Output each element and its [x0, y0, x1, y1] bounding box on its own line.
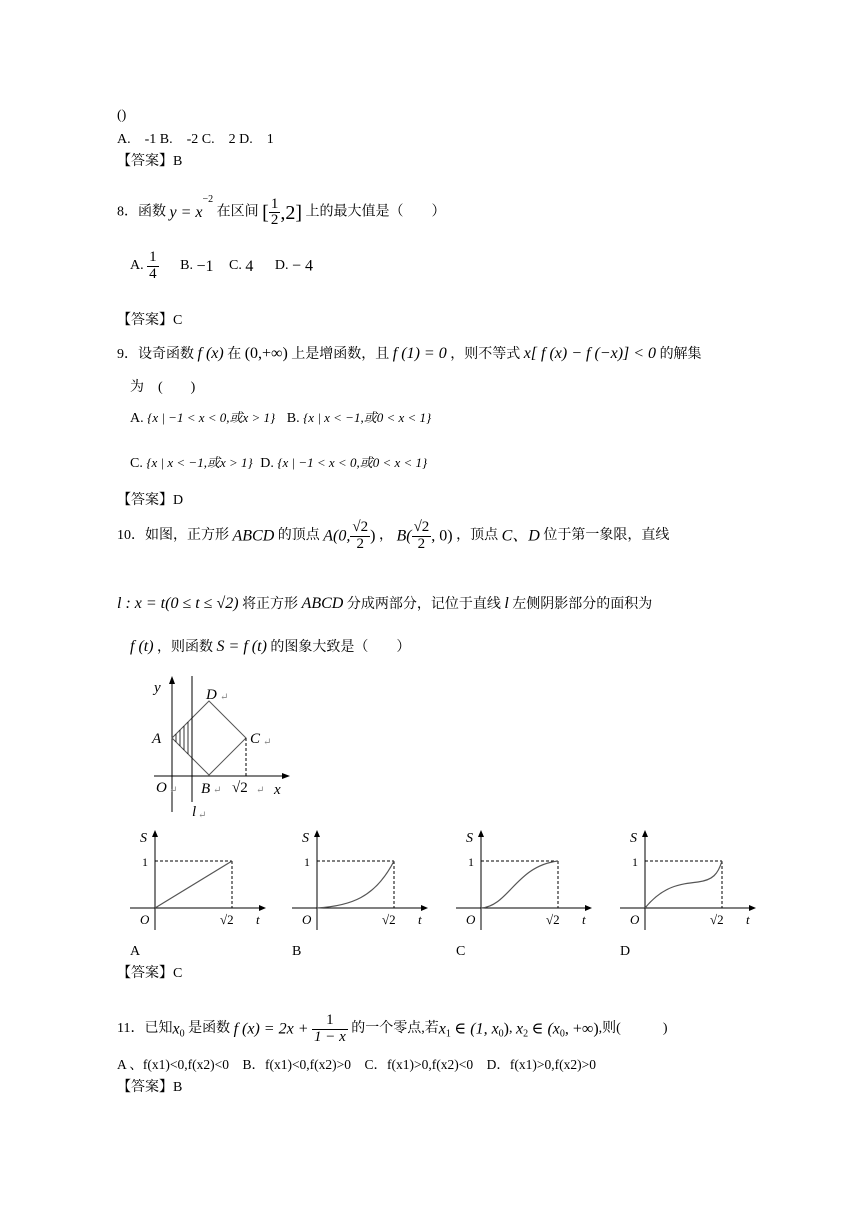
q9-cond: f (1) = 0: [392, 345, 447, 362]
q10-suffix3: 的图象大致是（ ）: [270, 640, 411, 655]
graph-label-o: O: [140, 912, 150, 927]
q10-B-post: , 0): [431, 527, 453, 545]
q10-mid2: ，顶点: [456, 527, 499, 543]
q10-A-frac: [350, 520, 370, 553]
q9-fx: f (x): [197, 345, 224, 362]
fig-y-arrow: [169, 676, 175, 684]
option-graph-c: [454, 826, 599, 936]
q9-line2: 为 ( ): [130, 380, 196, 395]
option-graph-label-d: D: [620, 944, 631, 959]
q9-suffix: 的解集: [659, 347, 702, 362]
q11-stem: [117, 1013, 667, 1046]
q9-optB-label: B.: [286, 411, 300, 426]
q11-x2-range-sub: 0: [559, 1028, 565, 1040]
q8-optB-label: B.: [180, 257, 193, 273]
q10-mid3: 将正方形: [242, 597, 299, 612]
q11-frac: [312, 1013, 348, 1046]
fig-label-y: y: [154, 680, 161, 696]
square-figure: [140, 672, 320, 822]
q11-suffix: ,则( ): [598, 1020, 668, 1036]
fig-mark-C: ↵: [263, 737, 272, 748]
fig-mark-D: ↵: [220, 692, 229, 703]
q10-answer: 【答案】C: [117, 966, 183, 981]
q10-stem-line1: [117, 520, 669, 553]
graph-label-s: S: [466, 831, 473, 846]
option-graph-b: [290, 826, 435, 936]
q8-int-num: 1: [270, 195, 279, 212]
q8-optD-val: − 4: [291, 257, 313, 275]
q11-x1: x: [438, 1020, 446, 1038]
fig-shading: [176, 722, 188, 754]
fig-label-x: x: [274, 782, 281, 798]
q9-mid3: ，则不等式: [450, 347, 521, 362]
option-graph-label-c: C: [456, 944, 466, 959]
graph-y-arrow: [152, 830, 158, 837]
graph-label-one: 1: [142, 855, 148, 869]
q11-x1-close: ): [503, 1020, 509, 1038]
graph-label-s: S: [302, 831, 309, 846]
q10-sft: S = f (t): [216, 638, 267, 655]
q10-prefix: 10．如图，正方形: [117, 527, 229, 543]
q8-optB-val: −1: [196, 257, 214, 275]
q8-answer: 【答案】C: [117, 313, 183, 328]
option-graph-a: [128, 826, 273, 936]
graph-label-t: t: [746, 912, 750, 927]
q10-mid1: 的顶点: [277, 527, 320, 543]
graph-curve: [481, 861, 558, 908]
q8-optA-num: 1: [149, 249, 157, 265]
q8-int-rest: ,2]: [280, 201, 302, 224]
fig-mark-sqrt2: ↵: [256, 785, 265, 796]
graph-label-t: t: [582, 912, 586, 927]
q11-x2: x: [516, 1020, 524, 1038]
q7-bracket: (): [117, 108, 127, 123]
q10-B-den: 2: [417, 535, 426, 552]
q10-A-post: ): [370, 527, 376, 545]
q10-stem-line3: [130, 637, 410, 657]
q11-x2-close: , +∞): [564, 1020, 599, 1038]
fig-label-B: B: [201, 781, 211, 797]
q10-l: l: [504, 595, 509, 612]
q9-prefix: 9．设奇函数: [117, 347, 194, 362]
q8-int-open: [: [262, 201, 269, 224]
q7-answer: 【答案】B: [117, 154, 183, 169]
graph-label-t: t: [418, 912, 422, 927]
q9-optB: {x | x < −1,或0 < x < 1}: [303, 410, 432, 425]
q10-A-pre: A(0,: [323, 527, 351, 545]
q9-optC: {x | x < −1,或x > 1}: [146, 455, 253, 470]
q8-options: [130, 250, 313, 283]
q8-exp: −2: [202, 194, 214, 205]
q11-x2-range: ∈ (x: [531, 1020, 560, 1038]
q10-abcd-2: ABCD: [301, 595, 344, 612]
q9-answer: 【答案】D: [117, 493, 184, 508]
fig-mark-l: ↵: [198, 810, 207, 821]
fig-label-O: O: [156, 780, 167, 796]
q8-int-den: 2: [270, 212, 279, 229]
option-graph-d: [618, 826, 763, 936]
q11-x1-range: ∈ (1, x: [454, 1020, 499, 1038]
q11-mid2: 的一个零点,若: [351, 1020, 439, 1036]
q11-options: A 、f(x1)<0,f(x2)<0 B．f(x1)<0,f(x2)>0 C．f(x1)>0,f(x2)<0 D．f(x1)>0,f(x2)>0: [117, 1057, 596, 1072]
q10-CD: C、D: [501, 527, 540, 545]
q11-mid1: 是函数: [188, 1020, 231, 1036]
graph-y-arrow: [478, 830, 484, 837]
q11-x0: x: [172, 1020, 180, 1038]
q8-int-frac: [269, 197, 281, 230]
q8-optC-label: C.: [229, 257, 242, 273]
fig-square: [172, 701, 246, 775]
q10-mid5: ，则函数: [157, 640, 214, 655]
graph-curve: [317, 861, 394, 908]
q8-suffix: 上的最大值是（ ）: [305, 204, 446, 220]
graph-label-o: O: [302, 912, 312, 927]
q11-prefix: 11．已知: [117, 1020, 173, 1036]
graph-label-s: S: [630, 831, 637, 846]
q11-num: 1: [312, 1013, 348, 1030]
option-graph-label-a: A: [130, 944, 141, 959]
q11-sep: ,: [509, 1020, 513, 1036]
fig-mark-B: ↵: [213, 785, 222, 796]
graph-label-o: O: [630, 912, 640, 927]
graph-y-arrow: [642, 830, 648, 837]
graph-x-arrow: [749, 905, 756, 911]
q8-optC-val: 4: [245, 257, 254, 275]
q9-stem: [117, 344, 702, 364]
q10-comma: ，: [378, 527, 393, 543]
graph-x-arrow: [421, 905, 428, 911]
q8-prefix: 8．函数: [117, 204, 166, 220]
q9-optD: {x | −1 < x < 0,或0 < x < 1}: [277, 455, 428, 470]
q9-domain: (0,+∞): [244, 345, 288, 362]
q7-options: A. -1 B. -2 C. 2 D. 1: [117, 132, 274, 147]
q11-x2-sub: 2: [523, 1028, 529, 1040]
q8-optA-frac: [147, 250, 159, 283]
graph-x-arrow: [585, 905, 592, 911]
q9-optA-label: A.: [130, 411, 144, 426]
graph-curve: [155, 861, 232, 908]
graph-label-s: S: [140, 831, 147, 846]
graph-label-one: 1: [468, 855, 474, 869]
q10-A-num: √2: [352, 519, 369, 535]
q10-B-num: √2: [413, 519, 430, 535]
option-graph-label-b: B: [292, 944, 302, 959]
graph-label-o: O: [466, 912, 476, 927]
fig-label-sqrt2: √2: [232, 780, 248, 796]
fig-mark-O: ↵: [169, 785, 178, 796]
q10-A-den: 2: [356, 535, 364, 552]
fig-label-A: A: [152, 731, 162, 747]
q11-den: 1 − x: [314, 1028, 346, 1045]
q10-ft: f (t): [130, 638, 154, 655]
q9-optA: {x | −1 < x < 0,或x > 1}: [147, 410, 276, 425]
q9-mid2: 上是增函数，且: [291, 347, 390, 362]
graph-label-t: t: [256, 912, 260, 927]
q11-x1-range-sub: 0: [498, 1028, 504, 1040]
graph-label-one: 1: [632, 855, 638, 869]
fig-label-D: D: [206, 687, 217, 703]
q9-optC-label: C.: [130, 456, 143, 471]
fig-label-C: C: [250, 731, 261, 747]
q8-optA-label: A.: [130, 257, 144, 273]
q9-options-cd: [130, 455, 427, 473]
graph-label-one: 1: [304, 855, 310, 869]
q8-func: y = x: [169, 204, 203, 222]
q9-mid1: 在: [227, 347, 242, 362]
q8-stem: [117, 194, 445, 229]
q10-B-pre: B(: [396, 527, 412, 545]
q8-optA-den: 4: [149, 265, 157, 282]
q10-stem-line2: [117, 594, 652, 614]
q9-ineq: x[ f (x) − f (−x)] < 0: [523, 345, 657, 362]
q11-answer: 【答案】B: [117, 1080, 183, 1095]
q9-optD-label: D.: [260, 456, 274, 471]
graph-y-arrow: [314, 830, 320, 837]
q8-mid: 在区间: [216, 204, 259, 220]
graph-curve: [645, 861, 722, 908]
graph-label-sqrt2: √2: [220, 912, 234, 927]
q8-optD-label: D.: [274, 257, 289, 273]
fig-label-l: l: [192, 804, 197, 820]
graph-x-arrow: [259, 905, 266, 911]
q11-x0-sub: 0: [179, 1028, 185, 1040]
q10-abcd: ABCD: [232, 527, 275, 545]
graph-label-sqrt2: √2: [382, 912, 396, 927]
q10-mid4: 分成两部分，记位于直线: [346, 597, 501, 612]
graph-label-sqrt2: √2: [546, 912, 560, 927]
graph-label-sqrt2: √2: [710, 912, 724, 927]
q10-B-frac: [412, 520, 432, 553]
q10-suffix1: 位于第一象限，直线: [543, 527, 670, 543]
q9-options-ab: [130, 410, 431, 428]
q11-x1-sub: 1: [445, 1028, 451, 1040]
fig-x-arrow: [282, 773, 290, 779]
q10-line-def: l : x = t(0 ≤ t ≤ √2): [117, 595, 239, 612]
q11-fdef: f (x) = 2x +: [233, 1020, 309, 1038]
q10-suffix2: 左侧阴影部分的面积为: [512, 597, 653, 612]
